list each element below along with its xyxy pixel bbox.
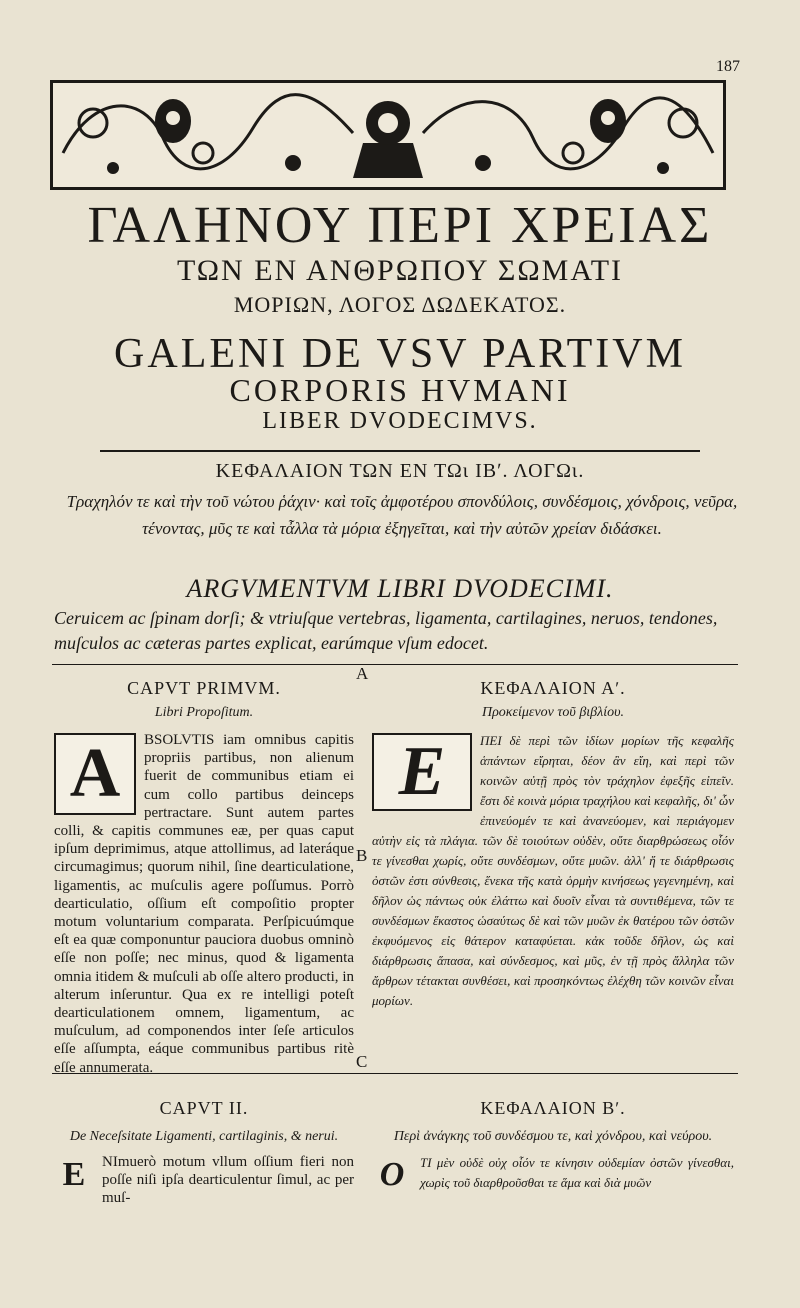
chapter2-greek-heading: ΚΕΦΑΛΑΙΟΝ Βʹ.: [480, 1098, 626, 1118]
divider-rule: [52, 1073, 738, 1074]
chapter1-greek-text: ΠΕΙ δὲ περὶ τῶν ἰδίων μορίων τῆς κεφαλῆς ἁπάντων εἴρηται, δέον ἂν εἴη, καὶ περὶ τῶν κοινῶν αὐτῇ πρὸς τὸν τράχηλον ἐφεξῆς εἰπεῖν. ἔστι δὲ κοινὰ μόρια τραχήλου καὶ κεφαλῆς, δι' ὧν ἐπινεύομέν τε καὶ ἀνανεύομεν, καὶ περιάγομεν αὐτὴν εἰς τὰ πλάγια. τῶν δὲ τοιούτων οὐδὲν, οὔτε διαρθρώσεως οἷόν τε γίνεσθαι χωρίς, οὔτε συνδέσμων, οὔτε μυῶν. ἀλλ' ἥ τε διάρθρωσις ὀστῶν ἐστι σύνθεσις, ἕνεκα τῆς κατὰ ὁρμὴν κινήσεως γεγενημένη, καὶ δῆλον ὡς πάντως οὐκ ἐλάττω καὶ δυοῖν εἶναι τὰ συντιθέμενα, τῶν τε συνδέσμων ἕκαστος ὡσαύτως δὲ καὶ τῶν μυῶν ἐκ θατέρου τῶν ὀστῶν ἐκφυόμενος εἰς θάτερον καταφύεται. κἀκ τοῦδε δῆλον, ὡς καὶ διάρθρωσις ἅπασα, καὶ σύνδεσμος, καὶ μῦς, ἐν τῇ πρὸς ἄλληλα τῶν ἄρθρων τέτακται συνθέσει, καὶ προσηκόντως ἐλέχθη τῶν κοινῶν εἶναι μορίων.: [372, 733, 734, 1008]
page-number: 187: [716, 58, 740, 75]
chapter2-latin-text: NImuerò motum vllum oſſium fieri non poſſe niſi ipſa dearticulentur ſimul, ac per muſ-: [102, 1154, 354, 1207]
initial-letter: E: [62, 1156, 86, 1193]
chapter1-latin-body: [54, 731, 354, 1077]
chapter1-latin-subheading: Libri Propoſitum.: [154, 705, 254, 720]
latin-title: GALENI DE VSV PARTIVM: [114, 331, 686, 377]
chapter1-latin-column: [54, 678, 354, 1077]
chapter2-latin-body: [54, 1153, 354, 1208]
latin-title-line2: CORPORIS HVMANI: [229, 372, 571, 408]
chapter2-latin-heading: CAPVT II.: [159, 1098, 249, 1118]
argument-heading: ARGVMENTVM LIBRI DVODECIMI.: [186, 574, 614, 603]
chapter1-latin-heading: CAPVT PRIMVM.: [127, 678, 281, 698]
latin-title-line3: LIBER DVODECIMVS.: [262, 408, 538, 434]
chapter2-greek-subheading: Περὶ ἀνάγκης τοῦ συνδέσμου τε, καὶ χόνδρου, καὶ νεύρου.: [393, 1129, 713, 1144]
argument-text: Ceruicem ac ſpinam dorſi; & vtriuſque vertebras, ligamenta, cartilagines, neruos, tendones, muſculos ac cæteras partes explicat, earúmque vſum edocet.: [54, 608, 718, 653]
chapter1-greek-subheading: Προκείμενον τοῦ βιβλίου.: [481, 705, 625, 720]
margin-marker-a: A: [356, 664, 369, 683]
chapter2-latin-column: [54, 1098, 354, 1208]
chapter1-greek-heading: ΚΕΦΑΛΑΙΟΝ Αʹ.: [480, 678, 626, 698]
decorated-initial: Ε: [372, 733, 472, 811]
chapter2-greek-column: [372, 1098, 734, 1197]
greek-title-line3: ΜΟΡΙΩΝ, ΛΟΓΟΣ ΔΩΔΕΚΑΤΟΣ.: [233, 292, 567, 317]
greek-summary-heading: ΚΕΦΑΛΑΙΟΝ ΤΩΝ ΕΝ ΤΩι ΙΒʹ. ΛΟΓΩι.: [215, 460, 585, 482]
margin-marker-c: C: [356, 1052, 368, 1071]
chapter1-greek-body: [372, 731, 734, 1011]
divider-rule: [52, 664, 738, 665]
margin-marker-b: B: [356, 846, 368, 865]
greek-title: ΓΑΛΗΝΟΥ ΠΕΡΙ ΧΡΕΙΑΣ: [87, 197, 713, 254]
greek-summary-text: Τραχηλόν τε καὶ τὴν τοῦ νώτου ῥάχιν· καὶ τοῖς ἀμφοτέρου σπονδύλοις, συνδέσμοις, χόνδροις, νεῦρα, τένοντας, μῦς τε καὶ τἆλλα τὰ μόρια ἐξηγεῖται, καὶ τὴν αὐτῶν χρείαν διδάσκει.: [66, 492, 738, 538]
greek-title-line2: ΤΩΝ ΕΝ ΑΝΘΡΩΠΟΥ ΣΩΜΑΤΙ: [176, 254, 624, 287]
chapter1-latin-text: BSOLVTIS iam omnibus capitis propriis partibus, non alienum fuerit de communibus etiam ei cum collo partibus deinceps pertractare. Sunt autem partes colli, & capitis communes eæ, per quas caput ipſum deprimimus, atque attollimus, ad lateráque circumagimus; quorum nihil, ſine dearticulatione, ligamentis, ac muſculis agere poſſumus. Porrò dearticulatio, oſſium eſt compoſitio propter motum voluntarium comparata. Perſpicuúmque eſt ea quæ componuntur pauciora duobus omninò eſſe non poſſe; nec minus, quod & ligamenta omnia itidem & muſculi ab oſſe altero producti, in alterum inſeruntur. Qua ex re intelligi poteſt dearticulationem omnem, ligamentum, ac muſculum, ad componendos inter ſeſe articulos eſſe aſſumpta, eáque communibus partibus ritè eſſe annumerata.: [54, 732, 354, 1076]
divider-rule: [100, 450, 700, 452]
headpiece-ornament: [50, 80, 726, 190]
chapter2-greek-body: [372, 1153, 734, 1193]
chapter2-greek-text: ΤΙ μὲν οὐδὲ οὐχ οἷόν τε κίνησιν οὐδεμίαν ὀστῶν γίνεσθαι, χωρὶς τοῦ διαρθροῦσθαι τε ἅμα καὶ διὰ μυῶν: [420, 1155, 734, 1190]
chapter2-latin-subheading: De Neceſsitate Ligamenti, cartilaginis, & nerui.: [69, 1129, 339, 1144]
decorated-initial: A: [54, 733, 136, 815]
chapter1-greek-column: [372, 678, 734, 1011]
initial-letter: Ο: [379, 1156, 405, 1193]
